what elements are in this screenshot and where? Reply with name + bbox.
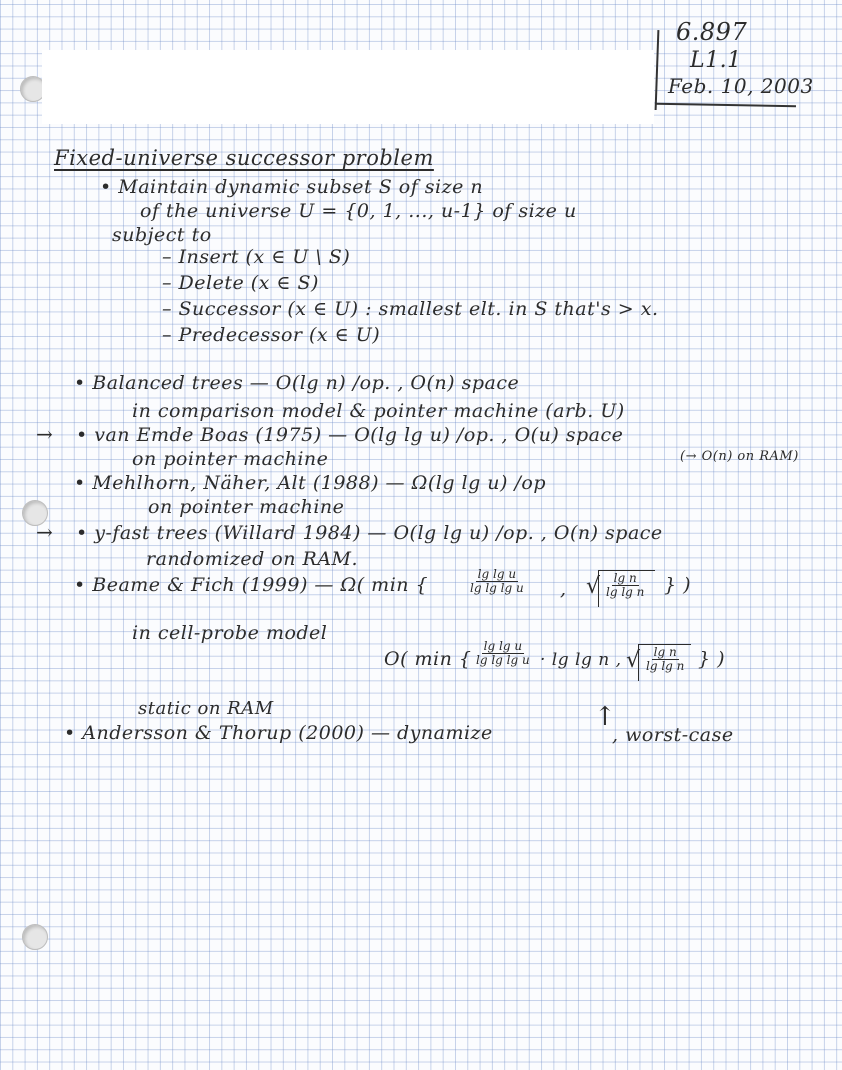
result-mehlhorn-model: on pointer machine bbox=[148, 496, 345, 518]
upper-fraction-numerator: lg lg u bbox=[483, 639, 523, 653]
upper-bound-fraction bbox=[474, 640, 532, 667]
beame-fich-close: } ) bbox=[664, 574, 692, 596]
upper-bound-middle: · lg lg n , bbox=[540, 650, 622, 670]
fraction-numerator: lg lg u bbox=[477, 567, 517, 581]
problem-line-1: • Maintain dynamic subset S of size n bbox=[100, 176, 484, 198]
beame-fich-fraction bbox=[468, 568, 526, 595]
arrow-y-fast: → bbox=[36, 520, 54, 544]
beame-fich-comma: , bbox=[560, 578, 567, 600]
arrow-veb: → bbox=[36, 422, 54, 446]
result-beame-fich: • Beame & Fich (1999) — Ω( min { bbox=[74, 574, 429, 596]
result-mehlhorn: • Mehlhorn, Näher, Alt (1988) — Ω(lg lg u) /op bbox=[74, 472, 546, 494]
operation-insert: – Insert (x ∈ U \ S) bbox=[162, 246, 351, 268]
result-veb-ram-note: (→ O(n) on RAM) bbox=[680, 449, 799, 464]
result-van-emde-boas: • van Emde Boas (1975) — O(lg lg u) /op. , O(u) space bbox=[76, 424, 624, 446]
fraction-denominator: lg lg lg u bbox=[470, 581, 524, 596]
header-rule-horizontal bbox=[656, 103, 796, 107]
result-balanced-trees-model: in comparison model & pointer machine (arb. U) bbox=[132, 400, 625, 422]
upper-fraction-denominator: lg lg lg u bbox=[476, 653, 530, 668]
sqrt-numerator: lg n bbox=[613, 571, 637, 585]
problem-line-2: of the universe U = {0, 1, ..., u-1} of size u bbox=[140, 200, 577, 222]
whiteout-area bbox=[42, 50, 654, 124]
sqrt-denominator: lg lg n bbox=[606, 585, 645, 600]
up-arrow-icon: ↑ bbox=[594, 702, 616, 732]
sqrt-sign: √ bbox=[586, 574, 601, 599]
upper-sqrt-numerator: lg n bbox=[653, 645, 677, 659]
upper-bound-prefix: O( min { bbox=[384, 648, 472, 670]
punch-hole-bottom bbox=[22, 924, 48, 950]
problem-line-3: subject to bbox=[112, 224, 212, 246]
lecture-number: L1.1 bbox=[690, 48, 742, 73]
operation-delete: – Delete (x ∈ S) bbox=[162, 272, 319, 294]
operation-predecessor: – Predecessor (x ∈ U) bbox=[162, 324, 381, 346]
course-number: 6.897 bbox=[676, 18, 748, 46]
result-y-fast-model: randomized on RAM. bbox=[146, 548, 359, 570]
result-balanced-trees: • Balanced trees — O(lg n) /op. , O(n) space bbox=[74, 372, 520, 394]
upper-sqrt-sign: √ bbox=[626, 648, 641, 673]
result-y-fast-trees: • y-fast trees (Willard 1984) — O(lg lg u) /op. , O(n) space bbox=[76, 522, 663, 544]
page-title: Fixed-universe successor problem bbox=[54, 146, 434, 170]
upper-sqrt-denominator: lg lg n bbox=[646, 659, 685, 674]
result-veb-model: on pointer machine bbox=[132, 448, 329, 470]
worst-case-note: , worst-case bbox=[612, 724, 734, 746]
lecture-date: Feb. 10, 2003 bbox=[668, 74, 814, 98]
static-on-ram-note: static on RAM bbox=[138, 698, 274, 719]
beame-fich-sqrt-fraction bbox=[604, 572, 646, 599]
header-rule-vertical bbox=[655, 30, 659, 110]
upper-bound-close: } ) bbox=[698, 648, 726, 670]
operation-successor: – Successor (x ∈ U) : smallest elt. in S that's > x. bbox=[162, 298, 659, 320]
result-andersson-thorup: • Andersson & Thorup (2000) — dynamize bbox=[64, 722, 493, 744]
result-beame-fich-model: in cell-probe model bbox=[132, 622, 328, 644]
upper-sqrt-fraction bbox=[644, 646, 686, 673]
